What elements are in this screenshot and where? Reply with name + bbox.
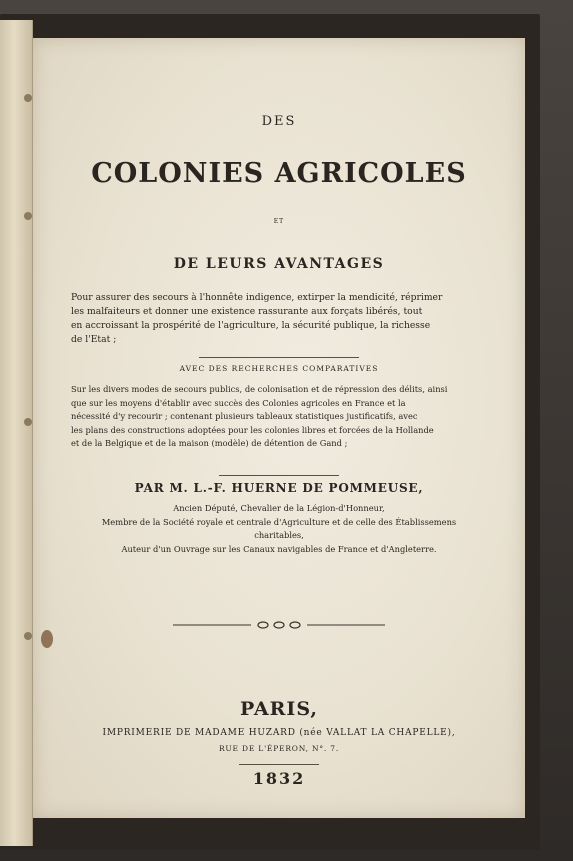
text-line: Pour assurer des secours à l'honnête indigence, extirper la mendicité, réprimer <box>71 292 443 303</box>
text-line: les plans des constructions adoptées pour les colonies libres et forcées de la Hollande <box>71 424 434 435</box>
main-title: COLONIES AGRICOLES <box>91 158 467 189</box>
text-line: nécessité d'y recourir ; contenant plusieurs tableaux statistiques justificatifs, avec <box>71 411 418 421</box>
text-line: de l'Etat ; <box>71 334 117 345</box>
subtitle: DE LEURS AVANTAGES <box>173 256 385 272</box>
publication-year: 1832 <box>252 769 306 788</box>
facing-page-edge <box>0 20 33 846</box>
section-heading: AVEC DES RECHERCHES COMPARATIVES <box>179 364 379 373</box>
text-line: les malfaiteurs et donner une existence rassurante aux forçats libérés, tout <box>71 306 423 317</box>
text-line: Ancien Député, Chevalier de la Légion-d'Honneur, <box>173 503 385 513</box>
text-line: que sur les moyens d'établir avec succès des Colonies agricoles en France et la <box>71 397 406 408</box>
text-line: Sur les divers modes de secours publics, de colonisation et de répression des délits, ainsi <box>71 384 448 394</box>
text-line: Membre de la Société royale et centrale d'Agriculture et de celle des Établissemens <box>101 516 457 527</box>
text-line: Auteur d'un Ouvrage sur les Canaux navigables de France et d'Angleterre. <box>121 543 437 554</box>
divider-rule <box>219 475 339 476</box>
title-conjunction: ET <box>273 218 285 225</box>
paper-stain <box>41 630 53 648</box>
ornament-divider <box>173 621 385 629</box>
divider-rule <box>199 357 359 358</box>
description-paragraph <box>71 291 487 347</box>
printer-line: IMPRIMERIE DE MADAME HUZARD (née VALLAT LA CHAPELLE), <box>102 728 456 738</box>
divider-rule <box>239 764 319 765</box>
author-line: PAR M. L.-F. HUERNE DE POMMEUSE, <box>134 481 424 495</box>
printer-address: RUE DE L'ÉPERON, N°. 7. <box>218 744 340 753</box>
research-paragraph <box>71 383 487 451</box>
title-prefix: DES <box>261 114 297 129</box>
binding-hole <box>24 418 32 426</box>
binding-hole <box>24 632 32 640</box>
binding-hole <box>24 94 32 102</box>
binding-hole <box>24 212 32 220</box>
text-line: et de la Belgique et de la maison (modèle) de détention de Gand ; <box>71 438 348 448</box>
title-page <box>33 38 525 818</box>
text-line: charitables, <box>254 530 304 540</box>
text-line: en accroissant la prospérité de l'agriculture, la sécurité publique, la richesse <box>71 320 431 331</box>
author-credits <box>33 502 525 556</box>
publication-place: PARIS, <box>240 698 318 720</box>
